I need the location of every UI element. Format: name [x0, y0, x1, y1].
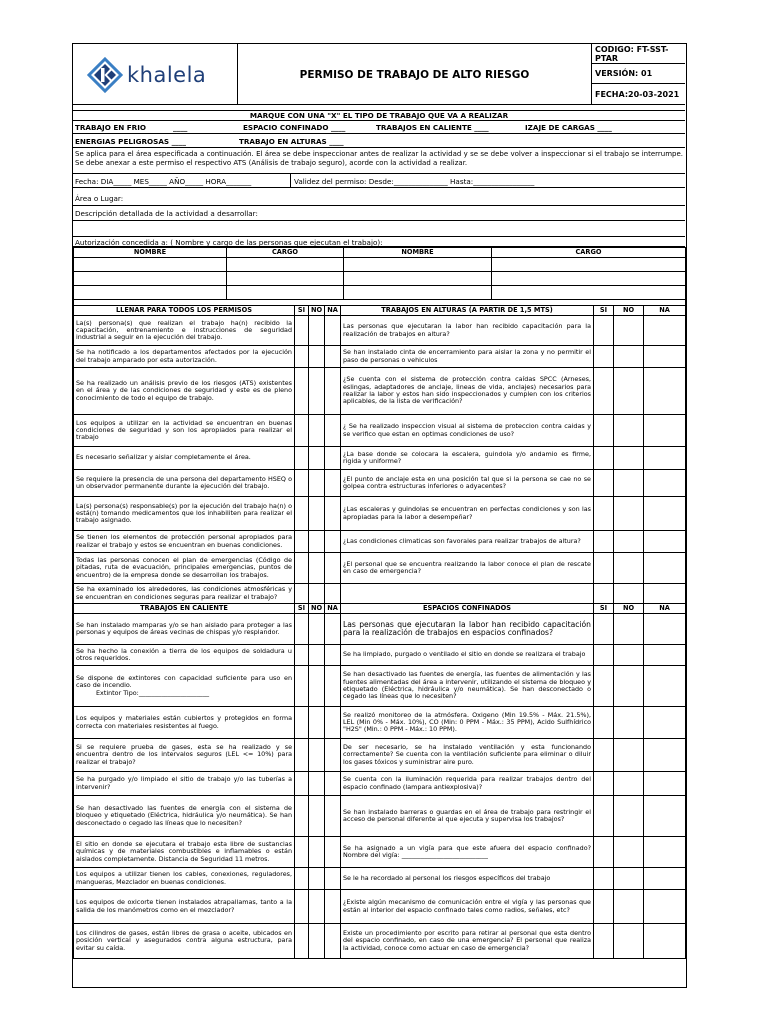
question-left: Los equipos de oxicorte tienen instalados atrapallamas, tanto a la salida de los manómetros como en el mezclador? [74, 890, 295, 924]
form-header [73, 44, 685, 105]
no-checkbox[interactable] [614, 368, 644, 415]
no-checkbox[interactable] [309, 645, 325, 666]
no-checkbox[interactable] [614, 772, 644, 796]
si-checkbox[interactable] [594, 890, 614, 924]
si-checkbox[interactable] [594, 614, 614, 645]
question-left [74, 666, 295, 707]
question-left: Se ha purgado y/o limpiado el sitio de trabajo y/o las tuberías a intervenir? [74, 772, 295, 796]
form-version: VERSIÓN: 01 [592, 64, 685, 84]
na-checkbox[interactable] [325, 924, 341, 959]
no-checkbox[interactable] [309, 346, 325, 368]
na-checkbox[interactable] [325, 497, 341, 531]
si-checkbox[interactable] [594, 796, 614, 837]
question-left: Se tienen los elementos de protección personal apropiados para realizar el trabajo y estos se encuentran en buenas condiciones. [74, 531, 295, 553]
checklist-row [74, 553, 686, 584]
checklist-row [74, 497, 686, 531]
person-cell[interactable] [344, 272, 492, 286]
na-checkbox[interactable] [325, 470, 341, 497]
no-checkbox[interactable] [309, 772, 325, 796]
na-checkbox[interactable] [644, 447, 686, 470]
na-checkbox[interactable] [644, 837, 686, 868]
no-checkbox[interactable] [614, 868, 644, 890]
header-nombre-2: NOMBRE [344, 248, 492, 258]
question-left: Los equipos y materiales están cubiertos y protegidos en forma correcta con materiales resistentes al fuego. [74, 707, 295, 739]
si-checkbox[interactable] [295, 666, 309, 707]
area-field[interactable]: Área o Lugar: [75, 194, 124, 203]
person-cell[interactable] [227, 286, 344, 300]
question-right [341, 584, 594, 604]
authorization-row [73, 237, 685, 247]
no-checkbox[interactable] [614, 470, 644, 497]
checklist-row [74, 707, 686, 739]
question-left: Se han instalado mamparas y/o se han aislado para proteger a las personas y equipos de áreas vecinas de chispas y/o resplandor. [74, 614, 295, 645]
si-checkbox[interactable] [295, 772, 309, 796]
question-right: ¿El punto de anclaje esta en una posición tal que si la persona se cae no se golpea contra estructuras inferiores o adyacentes? [341, 470, 594, 497]
si-checkbox[interactable] [295, 368, 309, 415]
no-header: NO [614, 604, 644, 614]
si-checkbox[interactable] [594, 707, 614, 739]
section-title-left: TRABAJOS EN CALIENTE [74, 604, 295, 614]
si-checkbox[interactable] [295, 447, 309, 470]
question-left: Los cilindros de gases, están libres de grasa o aceite, ubicados en posición vertical y asegurados contra alguna estructura, para evitar su caída. [74, 924, 295, 959]
work-types-row-1 [73, 121, 685, 134]
si-checkbox[interactable] [295, 531, 309, 553]
na-header: NA [325, 604, 341, 614]
na-checkbox[interactable] [325, 368, 341, 415]
no-checkbox[interactable] [614, 924, 644, 959]
question-right: ¿Existe algún mecanismo de comunicación entre el vigía y las personas que están al interior del espacio confinado tales como radios, señales, etc? [341, 890, 594, 924]
checklist-table [73, 305, 686, 959]
work-type-lifting[interactable]: IZAJE DE CARGAS ____ [525, 123, 612, 132]
checklist-row [74, 739, 686, 772]
si-checkbox[interactable] [295, 584, 309, 604]
na-checkbox[interactable] [644, 707, 686, 739]
person-cell[interactable] [227, 258, 344, 272]
question-left: Todas las personas conocen el plan de emergencias (Código de pitadas, ruta de evacuación, principales emergencias, puntos de encuentro) de la empresa donde se desarrollan los trabajos. [74, 553, 295, 584]
form-date: FECHA:20-03-2021 [595, 90, 680, 99]
no-checkbox[interactable] [309, 470, 325, 497]
na-checkbox[interactable] [644, 553, 686, 584]
si-checkbox[interactable] [295, 553, 309, 584]
si-checkbox[interactable] [594, 470, 614, 497]
na-checkbox[interactable] [644, 470, 686, 497]
na-checkbox[interactable] [325, 346, 341, 368]
question-left: Se ha examinado los alrededores, las condiciones atmosféricas y se encuentran en condiciones seguras para realizar el trabajo? [74, 584, 295, 604]
section-title-left: LLENAR PARA TODOS LOS PERMISOS [74, 306, 295, 316]
description-blank-row[interactable] [73, 221, 685, 237]
no-checkbox[interactable] [614, 553, 644, 584]
checklist-row [74, 368, 686, 415]
no-checkbox[interactable] [614, 346, 644, 368]
question-right: Se han instalado cinta de encerramiento para aislar la zona y no permitir el paso de personas o vehiculos [341, 346, 594, 368]
header-cargo-2: CARGO [492, 248, 686, 258]
na-checkbox[interactable] [325, 796, 341, 837]
si-header: SI [295, 306, 309, 316]
question-left: Es necesario señalizar y aislar completamente el área. [74, 447, 295, 470]
person-cell[interactable] [492, 286, 686, 300]
work-types-row-2 [73, 134, 685, 148]
na-header: NA [644, 306, 686, 316]
work-type-confined[interactable]: ESPACIO CONFINADO ____ [243, 123, 346, 132]
no-checkbox[interactable] [309, 316, 325, 346]
question-left: Se requiere la presencia de una persona del departamento HSEQ o un observador permanente durante la ejecución del trabajo. [74, 470, 295, 497]
na-checkbox[interactable] [325, 645, 341, 666]
na-checkbox[interactable] [644, 316, 686, 346]
no-checkbox[interactable] [309, 890, 325, 924]
no-checkbox[interactable] [614, 614, 644, 645]
na-checkbox[interactable] [325, 707, 341, 739]
question-text: Se dispone de extintores con capacidad suficiente para uso en caso de incendio. [76, 674, 292, 690]
na-checkbox[interactable] [325, 584, 341, 604]
no-checkbox[interactable] [309, 415, 325, 447]
question-left: La(s) persona(s) que realizan el trabajo ha(n) recibido la capacitación, entrenamiento e instrucciones de seguridad industrial a seguir en la ejecución del trabajo. [74, 316, 295, 346]
section-title-right: ESPACIOS CONFINADOS [341, 604, 594, 614]
no-checkbox[interactable] [309, 368, 325, 415]
work-type-energy[interactable]: ENERGIAS PELIGROSAS ____ [75, 137, 186, 146]
si-header: SI [594, 306, 614, 316]
person-cell[interactable] [492, 258, 686, 272]
description-row [73, 206, 685, 221]
form-code: CODIGO: FT-SST-PTAR [592, 44, 685, 64]
si-checkbox[interactable] [594, 739, 614, 772]
na-checkbox[interactable] [325, 415, 341, 447]
area-row [73, 188, 685, 206]
si-checkbox[interactable] [295, 890, 309, 924]
section-header-hot-confined [74, 604, 686, 614]
si-checkbox[interactable] [594, 316, 614, 346]
person-cell[interactable] [74, 258, 227, 272]
question-left: Se ha notificado a los departamentos afectados por la ejecución del trabajo amparado por esta autorización. [74, 346, 295, 368]
no-checkbox[interactable] [614, 796, 644, 837]
no-checkbox[interactable] [614, 584, 644, 604]
si-checkbox[interactable] [594, 924, 614, 959]
no-header: NO [614, 306, 644, 316]
no-checkbox[interactable] [614, 645, 644, 666]
si-checkbox[interactable] [295, 497, 309, 531]
no-checkbox[interactable] [614, 707, 644, 739]
no-checkbox[interactable] [309, 739, 325, 772]
si-checkbox[interactable] [594, 645, 614, 666]
authorization-label: Autorización concedida a: ( Nombre y cargo de las personas que ejecutan el trabajo): [75, 238, 383, 247]
checklist-row [74, 316, 686, 346]
section-header-general-heights [74, 306, 686, 316]
no-checkbox[interactable] [614, 415, 644, 447]
permit-form [72, 43, 687, 988]
company-logo [73, 44, 238, 105]
checklist-row [74, 796, 686, 837]
checklist-row [74, 584, 686, 604]
question-right: ¿ Se ha realizado inspeccion visual al sistema de proteccion contra caidas y se verifico que estan en optimas condiciones de uso? [341, 415, 594, 447]
na-checkbox[interactable] [644, 415, 686, 447]
checklist-row [74, 772, 686, 796]
na-checkbox[interactable] [325, 447, 341, 470]
description-field[interactable]: Descripción detallada de la actividad a desarrollar: [75, 209, 258, 218]
person-cell[interactable] [492, 272, 686, 286]
na-checkbox[interactable] [325, 868, 341, 890]
checklist-row [74, 470, 686, 497]
work-type-heights[interactable]: TRABAJO EN ALTURAS ____ [239, 137, 344, 146]
work-type-instruction: MARQUE CON UNA "X" EL TIPO DE TRABAJO QUE VA A REALIZAR [73, 111, 685, 121]
si-checkbox[interactable] [594, 868, 614, 890]
person-cell[interactable] [74, 272, 227, 286]
person-cell[interactable] [344, 286, 492, 300]
checklist-row [74, 868, 686, 890]
no-checkbox[interactable] [614, 739, 644, 772]
na-checkbox[interactable] [644, 645, 686, 666]
si-checkbox[interactable] [594, 497, 614, 531]
question-right: ¿Las escaleras y guindolas se encuentran en perfectas condiciones y son las apropiadas para la labor a desempeñar? [341, 497, 594, 531]
form-title: PERMISO DE TRABAJO DE ALTO RIESGO [238, 44, 592, 105]
question-left: La(s) persona(s) responsable(s) por la ejecución del trabajo ha(n) o está(n) tomando medicamentos que los inhabiliten para realizar el trabajo asignado. [74, 497, 295, 531]
validity-field[interactable]: Validez del permiso: Desde:_______________ Hasta:_________________ [294, 177, 535, 186]
na-checkbox[interactable] [325, 772, 341, 796]
date-validity-row [73, 174, 685, 188]
no-checkbox[interactable] [309, 497, 325, 531]
checklist-row [74, 890, 686, 924]
question-right: Se le ha recordado al personal los riesgos específicos del trabajo [341, 868, 594, 890]
work-type-hot[interactable]: TRABAJOS EN CALIENTE ____ [376, 123, 489, 132]
person-cell[interactable] [74, 286, 227, 300]
question-right: Existe un procedimiento por escrito para retirar al personal que esta dentro del espacio confinado, en caso de una emergencia? El personal que realiza la actividad, conoce como actuar en caso de emergencia? [341, 924, 594, 959]
no-checkbox[interactable] [309, 707, 325, 739]
na-checkbox[interactable] [644, 868, 686, 890]
si-checkbox[interactable] [295, 796, 309, 837]
na-checkbox[interactable] [644, 772, 686, 796]
no-checkbox[interactable] [614, 447, 644, 470]
question-right: Se ha limpiado, purgado o ventilado el sitio en donde se realizara el trabajo [341, 645, 594, 666]
brand-name: khalela [127, 62, 207, 87]
header-nombre-1: NOMBRE [74, 248, 227, 258]
checklist-row [74, 531, 686, 553]
na-checkbox[interactable] [325, 739, 341, 772]
si-checkbox[interactable] [295, 868, 309, 890]
na-checkbox[interactable] [325, 666, 341, 707]
question-right: Se cuenta con la iluminación requerida para realizar trabajos dentro del espacio confinado (lampara antiexplosiva)? [341, 772, 594, 796]
si-checkbox[interactable] [594, 584, 614, 604]
si-checkbox[interactable] [594, 447, 614, 470]
question-right: ¿Se cuenta con el sistema de protección contra caídas SPCC (Arneses, eslingas, adaptadores de anclaje, lineas de vida, anclajes) necesarios para realizar la labor y estos han sido inspeccionados y cumplen con los criterios aplicables, de la lista de verificación? [341, 368, 594, 415]
na-checkbox[interactable] [644, 614, 686, 645]
question-left: El sitio en donde se ejecutara el trabajo esta libre de sustancias químicas y de materiales combustibles e inflamables o están aislados completamente. Distancia de Seguridad 11 metros. [74, 837, 295, 868]
no-checkbox[interactable] [309, 614, 325, 645]
question-left: Los equipos a utilizar en la actividad se encuentran en buenas condiciones de seguridad y son los apropiados para realizar el trabajo [74, 415, 295, 447]
na-checkbox[interactable] [325, 553, 341, 584]
no-checkbox[interactable] [614, 316, 644, 346]
checklist-row [74, 837, 686, 868]
no-checkbox[interactable] [614, 497, 644, 531]
si-checkbox[interactable] [594, 415, 614, 447]
na-checkbox[interactable] [325, 890, 341, 924]
na-checkbox[interactable] [325, 316, 341, 346]
si-checkbox[interactable] [295, 415, 309, 447]
question-left: Se ha realizado un análisis previo de los riesgos (ATS) existentes en el área y de las condiciones de seguridad y este es de pleno conocimiento de todo el equipo de trabajo. [74, 368, 295, 415]
si-checkbox[interactable] [594, 553, 614, 584]
checklist-row [74, 924, 686, 959]
no-checkbox[interactable] [309, 531, 325, 553]
no-checkbox[interactable] [614, 890, 644, 924]
question-right: Las personas que ejecutaran la labor han recibido capacitación para la realización de trabajos en espacios confinados? [341, 614, 594, 645]
checklist-row [74, 645, 686, 666]
si-header: SI [594, 604, 614, 614]
date-field[interactable]: Fecha: DIA_____ MES_____ AÑO_____ HORA_______ [75, 177, 252, 186]
na-checkbox[interactable] [644, 739, 686, 772]
question-left: Se han desactivado las fuentes de energía con el sistema de bloqueo y etiquetado (Eléctrica, hidráulica y/o neumática). Se han desconectado o cegado las líneas que lo necesiten? [74, 796, 295, 837]
na-checkbox[interactable] [644, 584, 686, 604]
na-header: NA [325, 306, 341, 316]
no-checkbox[interactable] [614, 666, 644, 707]
question-right: Las personas que ejecutaran la labor han recibido capacitación para la realización de trabajos en altura? [341, 316, 594, 346]
si-checkbox[interactable] [594, 531, 614, 553]
no-checkbox[interactable] [309, 868, 325, 890]
na-checkbox[interactable] [644, 666, 686, 707]
na-checkbox[interactable] [325, 837, 341, 868]
si-header: SI [295, 604, 309, 614]
na-checkbox[interactable] [644, 497, 686, 531]
checklist-row [74, 447, 686, 470]
inspection-note: Se aplica para el área especificada a continuación. El área se debe inspeccionar antes de realizar la actividad y se se debe volver a inspeccionar si el trabajo se interrumpe. Se debe anexar a este permiso el respectivo ATS (Análisis de trabajo seguro), acorde con la actividad a realizar. [73, 148, 685, 174]
na-checkbox[interactable] [325, 531, 341, 553]
no-checkbox[interactable] [309, 924, 325, 959]
si-checkbox[interactable] [295, 316, 309, 346]
no-checkbox[interactable] [309, 796, 325, 837]
checklist-row [74, 666, 686, 707]
people-table [73, 247, 686, 306]
no-checkbox[interactable] [309, 837, 325, 868]
no-header: NO [309, 306, 325, 316]
si-checkbox[interactable] [295, 470, 309, 497]
work-type-cold[interactable]: TRABAJO EN FRIO [75, 123, 146, 132]
no-checkbox[interactable] [309, 666, 325, 707]
si-checkbox[interactable] [295, 837, 309, 868]
question-right: Se han instalado barreras o guardas en el área de trabajo para restringir el acceso de personal diferente al que ejecuta y supervisa los trabajos? [341, 796, 594, 837]
question-left: Si se requiere prueba de gases, esta se ha realizado y se encuentra dentro de los intervalos seguros (LEL <= 10%) para realizar el trabajo? [74, 739, 295, 772]
no-checkbox[interactable] [309, 553, 325, 584]
na-checkbox[interactable] [644, 531, 686, 553]
person-cell[interactable] [227, 272, 344, 286]
question-right: Se ha asignado a un vigía para que este afuera del espacio confinado? Nombre del vigía: ___________________________ [341, 837, 594, 868]
na-checkbox[interactable] [644, 890, 686, 924]
question-left: Los equipos a utilizar tienen los cables, conexiones, reguladores, mangueras, Mezclador en buenas condiciones. [74, 868, 295, 890]
question-right: Se realizó monitoreo de la atmósfera. Oxigeno (Min 19.5% - Máx. 21.5%), LEL (Min 0% - Máx. 10%), CO (Min: 0 PPM - Máx.: 35 PPM), Acido Sulfhídrico "H2S" (Min.: 0 PPM - Máx.: 10 PPM). [341, 707, 594, 739]
na-checkbox[interactable] [644, 796, 686, 837]
si-checkbox[interactable] [295, 645, 309, 666]
na-header: NA [644, 604, 686, 614]
no-checkbox[interactable] [309, 584, 325, 604]
si-checkbox[interactable] [594, 837, 614, 868]
question-right: ¿El personal que se encuentra realizando la labor conoce el plan de rescate en caso de emergencia? [341, 553, 594, 584]
no-header: NO [309, 604, 325, 614]
question-right: Se han desactivado las fuentes de energía, las fuentes de alimentación y las fuentes alimentadas del área a intervenir, utilizando el sistema de bloqueo y etiquetado (Eléctrica, hidráulica y/o neumática). Se han desconectado o cegado las líneas que lo necesiten? [341, 666, 594, 707]
extintor-type-field[interactable]: Extintor Tipo:______________________ [96, 688, 210, 697]
person-cell[interactable] [344, 258, 492, 272]
khalela-logo-icon [87, 57, 123, 93]
na-checkbox[interactable] [644, 346, 686, 368]
si-checkbox[interactable] [295, 739, 309, 772]
si-checkbox[interactable] [594, 666, 614, 707]
no-checkbox[interactable] [614, 531, 644, 553]
si-checkbox[interactable] [594, 772, 614, 796]
work-type-cold-blank[interactable]: ____ [173, 123, 188, 132]
no-checkbox[interactable] [309, 447, 325, 470]
question-left: Se ha hecho la conexión a tierra de los equipos de soldadura u otros requeridos. [74, 645, 295, 666]
checklist-row [74, 415, 686, 447]
header-cargo-1: CARGO [227, 248, 344, 258]
na-checkbox[interactable] [325, 614, 341, 645]
no-checkbox[interactable] [614, 837, 644, 868]
na-checkbox[interactable] [644, 368, 686, 415]
si-checkbox[interactable] [295, 614, 309, 645]
question-right: ¿Las condiciones climaticas son favorales para realizar trabajos de altura? [341, 531, 594, 553]
si-checkbox[interactable] [295, 924, 309, 959]
checklist-row [74, 346, 686, 368]
section-title-right: TRABAJOS EN ALTURAS (A PARTIR DE 1,5 MTS) [341, 306, 594, 316]
si-checkbox[interactable] [594, 346, 614, 368]
si-checkbox[interactable] [295, 707, 309, 739]
question-right: ¿La base donde se colocara la escalera, guindola y/o andamio es firme, rigida y uniforme? [341, 447, 594, 470]
si-checkbox[interactable] [594, 368, 614, 415]
na-checkbox[interactable] [644, 924, 686, 959]
si-checkbox[interactable] [295, 346, 309, 368]
checklist-row [74, 614, 686, 645]
question-right: De ser necesario, se ha instalado ventilación y esta funcionando correctamente? Se cuenta con la ventilación suficiente para eliminar o diluir los gases tóxicos y suministrar aire puro. [341, 739, 594, 772]
